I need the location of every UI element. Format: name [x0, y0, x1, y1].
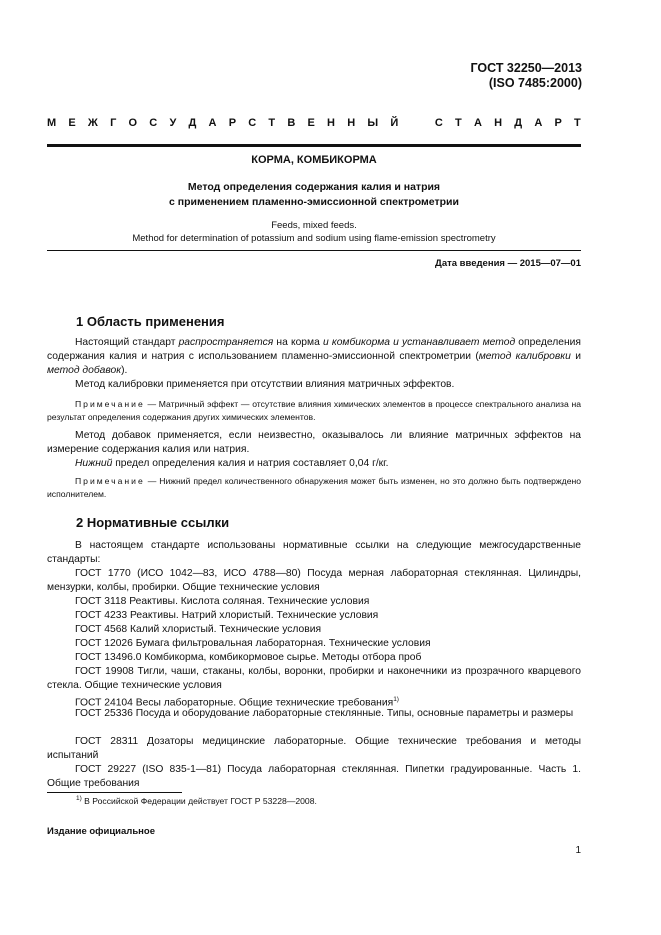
banner-letter: У [169, 117, 177, 129]
banner-letter: С [248, 117, 257, 129]
reference-item: ГОСТ 19908 Тигли, чаши, стаканы, колбы, воронки, пробирки и наконечники из прозрачного кварцевого стекла. Общие технические условия [47, 666, 581, 692]
iso-number: (ISO 7485:2000) [488, 76, 582, 90]
english-title-line-1: Feeds, mixed feeds. [271, 220, 357, 231]
calibration-paragraph: Метод калибровки применяется при отсутствии влияния матричных эффектов. [75, 379, 455, 390]
banner-letter: Н [327, 117, 335, 129]
banner-letter: Ы [367, 117, 379, 129]
gost-number: ГОСТ 32250—2013 [470, 61, 582, 75]
reference-item: ГОСТ 29227 (ISO 835-1—81) Посуда лабораторная стеклянная. Пипетки градуированные. Часть 1. Общие требования [47, 764, 581, 790]
section-2-heading: 2 Нормативные ссылки [76, 515, 230, 530]
banner-letter: Р [554, 117, 562, 129]
banner-letter: А [208, 117, 217, 129]
reference-item: ГОСТ 3118 Реактивы. Кислота соляная. Технические условия [75, 596, 370, 607]
banner-letter: Е [307, 117, 315, 129]
subtitle-line-2: с применением пламенно-эмиссионной спектрометрии [169, 196, 459, 208]
scope-paragraph: Настоящий стандарт распространяется на корма и комбикорма и устанавливает метод определения содержания калия и натрия с использованием пламенно-эмиссионной спектрометрии (метод калибровки и метод добавок). [47, 337, 581, 377]
note-2: Примечание — Нижний предел количественного обнаружения может быть изменен, но это должно быть подтверждено исполнителем. [47, 476, 581, 499]
banner-letter: Й [390, 117, 399, 129]
banner-letter: А [534, 117, 543, 129]
banner-letter: С [434, 117, 443, 129]
standard-title: КОРМА, КОМБИКОРМА [251, 154, 377, 166]
header-rule [47, 144, 581, 147]
banner-letter: М [47, 117, 57, 129]
effective-date: Дата введения — 2015—07—01 [435, 258, 581, 269]
banner-letter: Ж [87, 117, 98, 129]
banner-letter: С [149, 117, 158, 129]
banner-letter: Т [574, 117, 581, 129]
english-title [47, 219, 581, 245]
banner-letter: О [128, 117, 138, 129]
banner-letter: Г [110, 117, 117, 129]
note-1: Примечание — Матричный эффект — отсутствие влияния химических элементов в процессе спектрального анализа на результат определения содержания других химических элементов. [47, 399, 581, 422]
addition-method-paragraph: Метод добавок применяется, если неизвестно, оказывалось ли влияние матричных эффектов на измерение содержания калия или натрия. [47, 430, 581, 456]
banner-letter: Е [68, 117, 76, 129]
banner-letter: Р [228, 117, 237, 129]
interstate-standard-banner [47, 117, 581, 129]
reference-item: ГОСТ 4568 Калий хлористый. Технические условия [75, 624, 322, 635]
footnote: $^{1)}$ В Российской Федерации действует ГОСТ Р 53228—2008. [76, 795, 317, 806]
footnote-rule [47, 792, 182, 793]
standard-subtitle [47, 180, 581, 210]
banner-letter: Н [494, 117, 503, 129]
references-intro: В настоящем стандарте использованы нормативные ссылки на следующие межгосударственные стандарты: [47, 540, 581, 566]
reference-item: ГОСТ 25336 Посуда и оборудование лабораторные стеклянные. Типы, основные параметры и размеры [75, 708, 574, 719]
banner-letter: Т [455, 117, 462, 129]
banner-letter: А [473, 117, 482, 129]
lower-limit-paragraph: Нижний предел определения калия и натрия составляет 0,04 г/кг. [75, 458, 389, 469]
reference-item: ГОСТ 4233 Реактивы. Натрий хлористый. Технические условия [75, 610, 379, 621]
section-1-heading: 1 Область применения [76, 314, 225, 329]
reference-item: ГОСТ 1770 (ИСО 1042—83, ИСО 4788—80) Посуда мерная лабораторная стеклянная. Цилиндры, мензурки, колбы, пробирки. Общие технические условия [47, 568, 581, 594]
reference-item: ГОСТ 12026 Бумага фильтровальная лабораторная. Технические условия [75, 638, 431, 649]
reference-item: ГОСТ 28311 Дозаторы медицинские лабораторные. Общие технические требования и методы испытаний [47, 736, 581, 762]
official-edition-label: Издание официальное [47, 826, 155, 837]
banner-letter: Д [188, 117, 197, 129]
footnote-reference: 1) [393, 696, 399, 703]
banner-letter: Н [347, 117, 356, 129]
english-title-line-2: Method for determination of potassium and sodium using flame-emission spectrometry [132, 233, 496, 244]
page-number: 1 [575, 845, 581, 856]
reference-item: ГОСТ 13496.0 Комбикорма, комбикормовое сырье. Методы отбора проб [75, 652, 422, 663]
banner-letter: Д [514, 117, 523, 129]
document-id [470, 61, 582, 91]
subtitle-line-1: Метод определения содержания калия и натрия [187, 181, 441, 193]
banner-letter: В [287, 117, 296, 129]
title-rule [47, 250, 581, 251]
banner-letter: Т [268, 117, 276, 129]
reference-item: ГОСТ 24104 Весы лабораторные. Общие технические требования$^{1)}$ [75, 696, 399, 709]
